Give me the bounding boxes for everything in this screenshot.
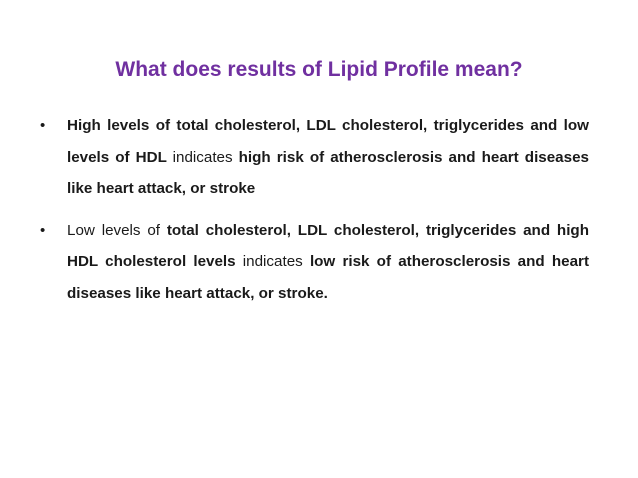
bullet-2-segment-2: total cholesterol, LDL cholesterol, triglycerides and high HDL cholesterol levels: [67, 221, 589, 270]
bullet-1-segment-1: High levels of total cholesterol, LDL cholesterol, triglycerides and low levels of HDL: [67, 117, 589, 166]
bullet-list: [40, 110, 589, 319]
bullet-item-2: [40, 215, 589, 310]
slide-title: What does results of Lipid Profile mean?: [115, 58, 523, 81]
bullet-marker: •: [40, 117, 46, 134]
bullet-1-segment-2: indicates: [172, 148, 239, 166]
bullet-2-segment-4: low risk of atherosclerosis and heart diseases like heart attack, or stroke.: [67, 253, 589, 302]
bullet-2-segment-1: Low levels of: [67, 221, 167, 239]
bullet-2-segment-3: indicates: [235, 253, 310, 270]
bullet-item-1: [40, 110, 589, 205]
bullet-marker: •: [40, 221, 46, 239]
bullet-1-segment-3: high risk of atherosclerosis and heart diseases like heart attack, or stroke: [67, 148, 589, 197]
